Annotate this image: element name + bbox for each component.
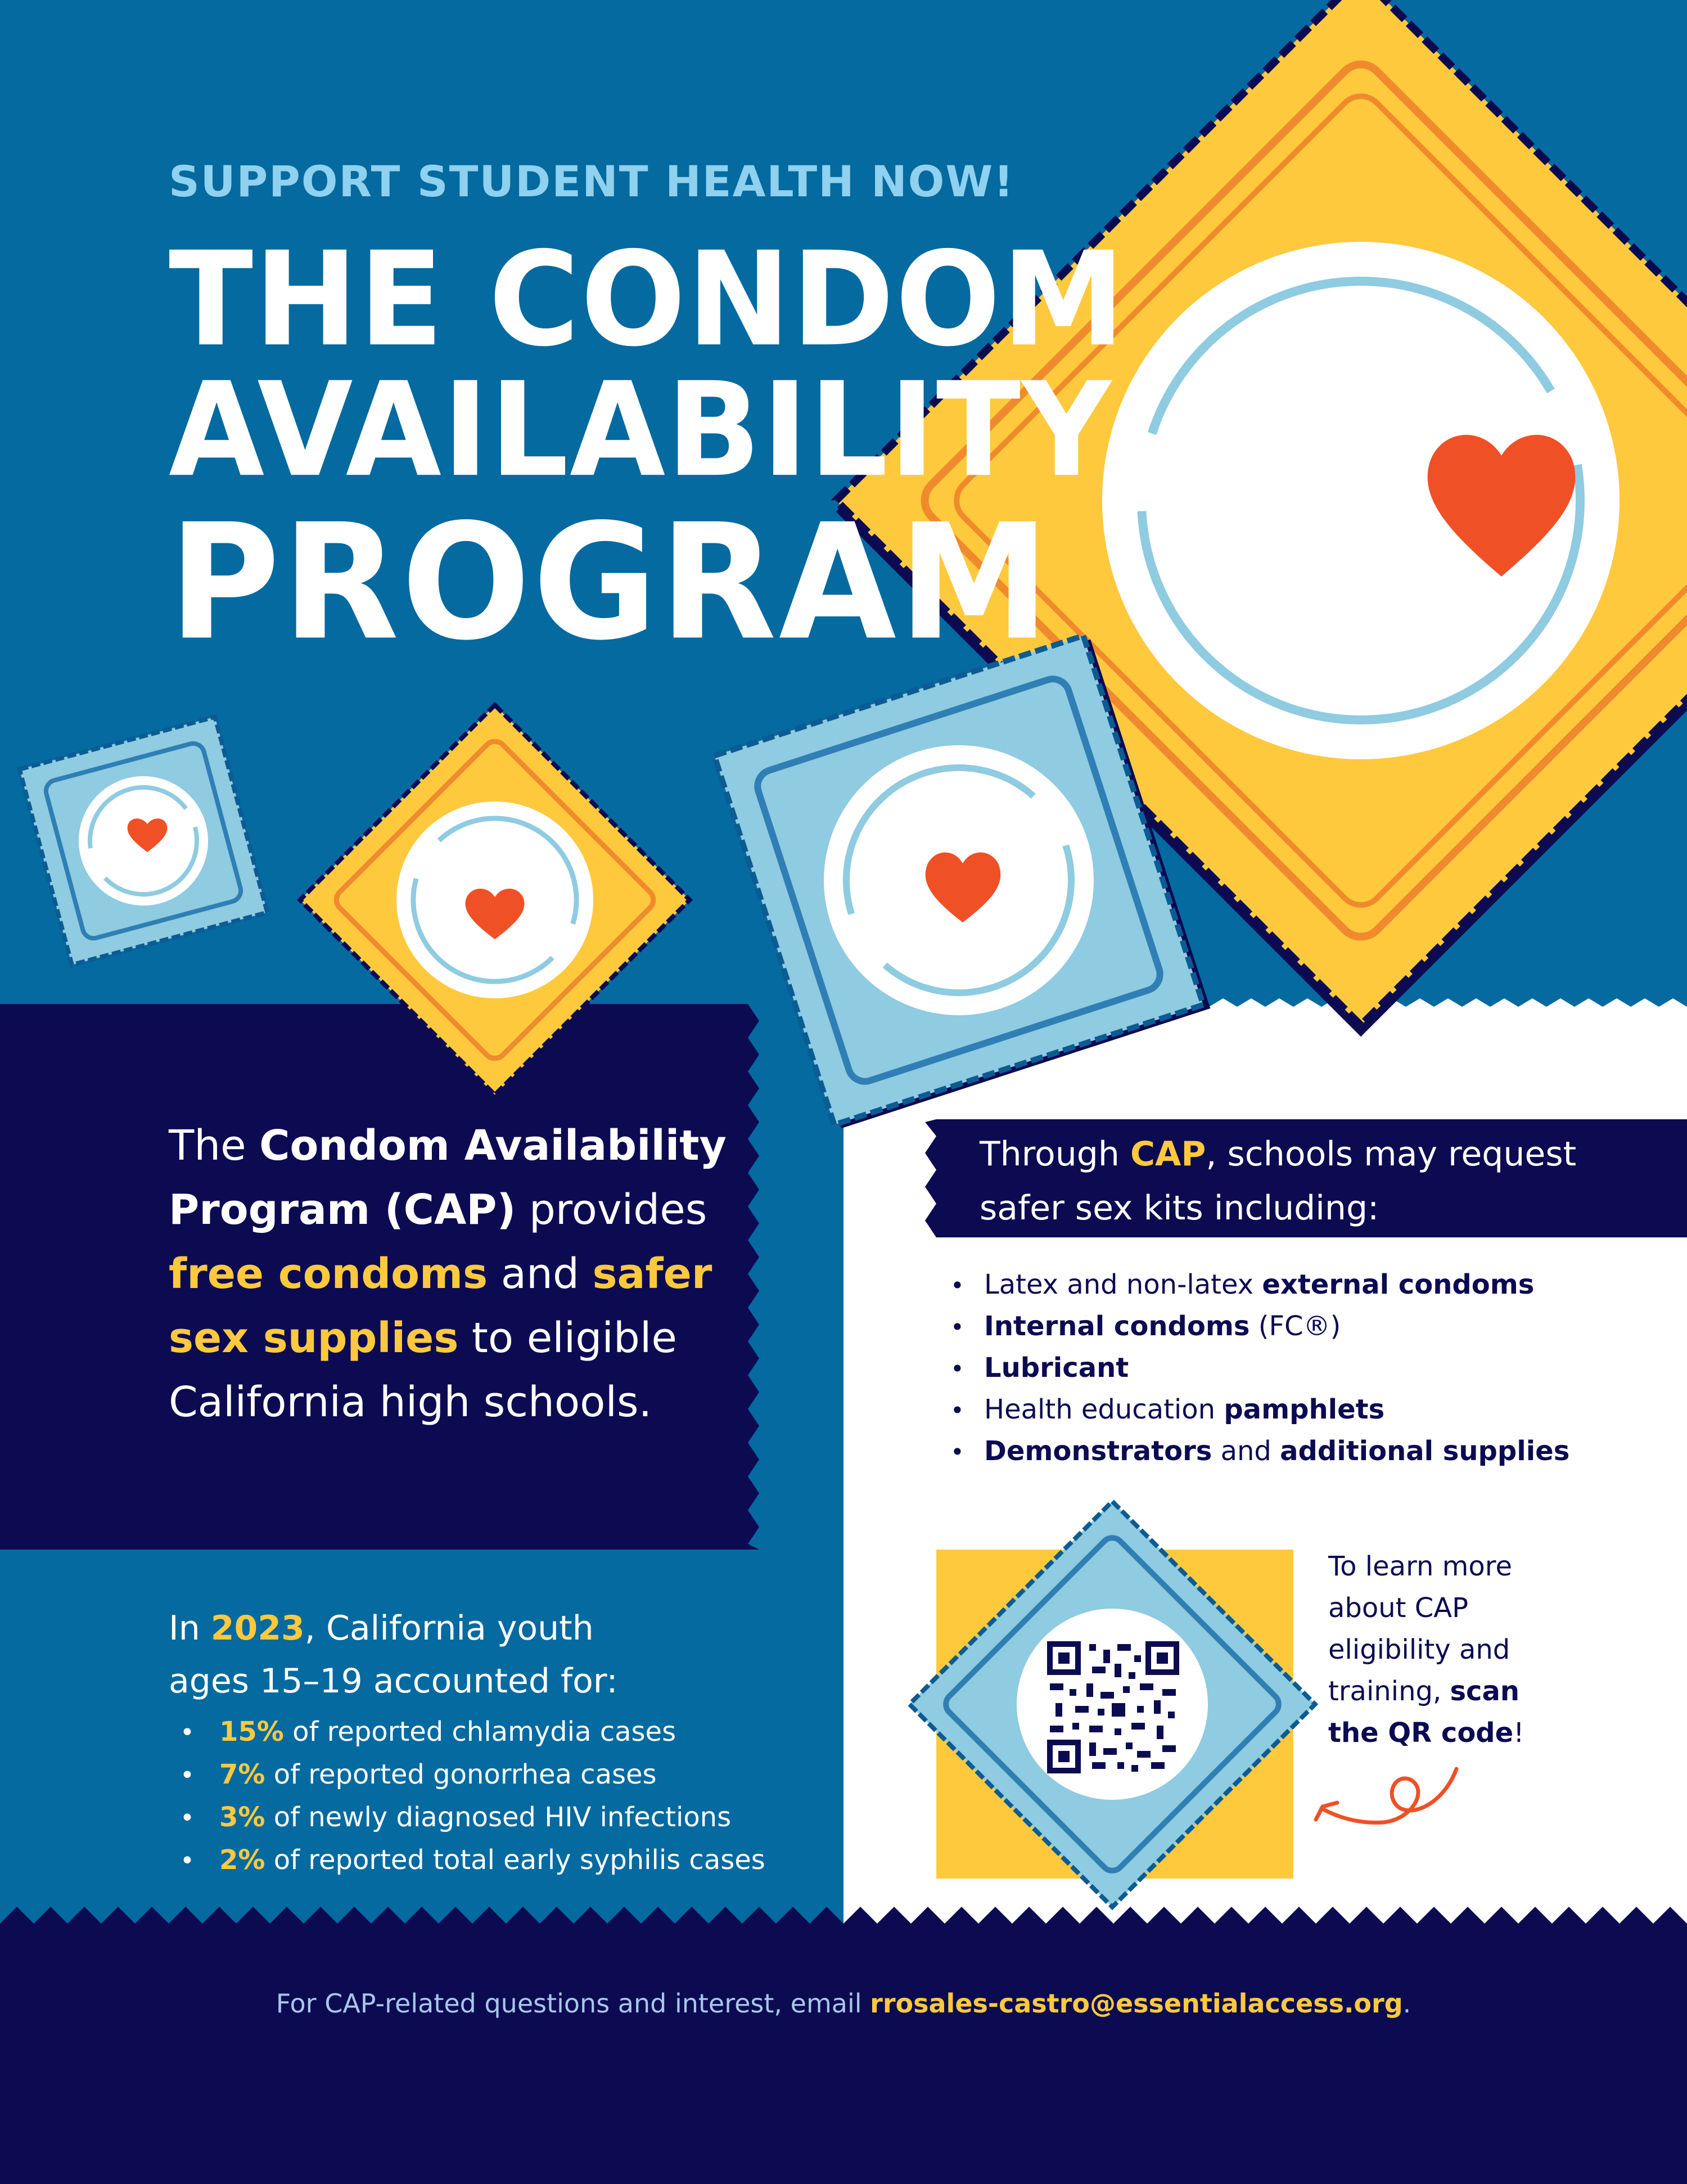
kit-bold: Lubricant [984,1352,1129,1384]
list-item [950,1389,1569,1431]
list-item [950,1348,1569,1389]
footer-text: For CAP-related questions and interest, email [276,1988,870,2019]
stat-text: of reported gonorrhea cases [265,1759,657,1790]
kit-bold: Internal condoms [984,1311,1250,1342]
list-item [180,1839,765,1882]
footer-contact [0,1988,1687,2019]
list-item [950,1431,1569,1472]
stat-value: 2% [219,1844,265,1876]
intro-text: provides [516,1186,707,1234]
stat-value: 15% [219,1716,284,1748]
stats-intro-text: In [169,1609,211,1648]
stat-value: 7% [219,1759,265,1790]
kit-text: Health education [984,1394,1224,1425]
kit-bold: pamphlets [1224,1394,1385,1425]
footer-period: . [1402,1988,1411,2019]
intro-program-name: Condom Availability Program (CAP) [169,1122,727,1234]
intro-free-condoms: free condoms [169,1250,488,1298]
stat-text: of reported total early syphilis cases [265,1844,765,1876]
kit-bold: additional supplies [1280,1435,1570,1467]
stats-intro [169,1602,675,1708]
intro-text: The [169,1122,260,1170]
stat-text: of reported chlamydia cases [283,1716,676,1748]
kits-list [950,1264,1569,1472]
list-item [180,1796,765,1839]
qr-instructions [1328,1546,1564,1754]
intro-paragraph [169,1114,731,1434]
contact-email-link[interactable]: rrosales-castro@essentialaccess.org [870,1988,1403,2019]
list-item [950,1264,1569,1306]
title-line-2: AVAILABILITY [169,354,1113,506]
qr-text: ! [1513,1717,1524,1749]
stat-value: 3% [219,1802,265,1833]
tagline: SUPPORT STUDENT HEALTH NOW! [169,156,1014,206]
intro-safer-sex-supplies: safer sex supplies [169,1250,712,1362]
title-line-1: THE CONDOM [169,224,1126,375]
qr-code-icon [1047,1641,1179,1773]
stat-text: of newly diagnosed HIV infections [265,1802,732,1833]
list-item [950,1306,1569,1348]
kit-text: Latex and non-latex [984,1269,1262,1300]
kit-text: (FC®) [1250,1311,1341,1342]
kits-intro-text: , schools may request safer sex kits including: [980,1134,1577,1228]
qr-text: To learn more about CAP eligibility and training, [1328,1551,1512,1707]
stats-intro-text: , California youth ages 15–19 accounted for: [169,1609,618,1701]
intro-text: to eligible California high schools. [169,1314,677,1426]
intro-text: and [488,1250,593,1298]
kit-bold: Demonstrators [984,1435,1212,1467]
kit-bold: external condoms [1262,1269,1535,1300]
title-line-3: PROGRAM [169,489,1052,676]
kits-intro [980,1127,1654,1235]
list-item [180,1754,765,1796]
list-item [180,1711,765,1754]
stats-year: 2023 [210,1609,305,1648]
stats-list [180,1711,765,1882]
kits-cap: CAP [1130,1134,1206,1174]
footer-navy-block [0,1907,1687,2184]
qr-scan-text: scan the QR code [1328,1676,1520,1749]
kit-text: and [1212,1435,1280,1467]
kits-intro-text: Through [980,1134,1130,1174]
